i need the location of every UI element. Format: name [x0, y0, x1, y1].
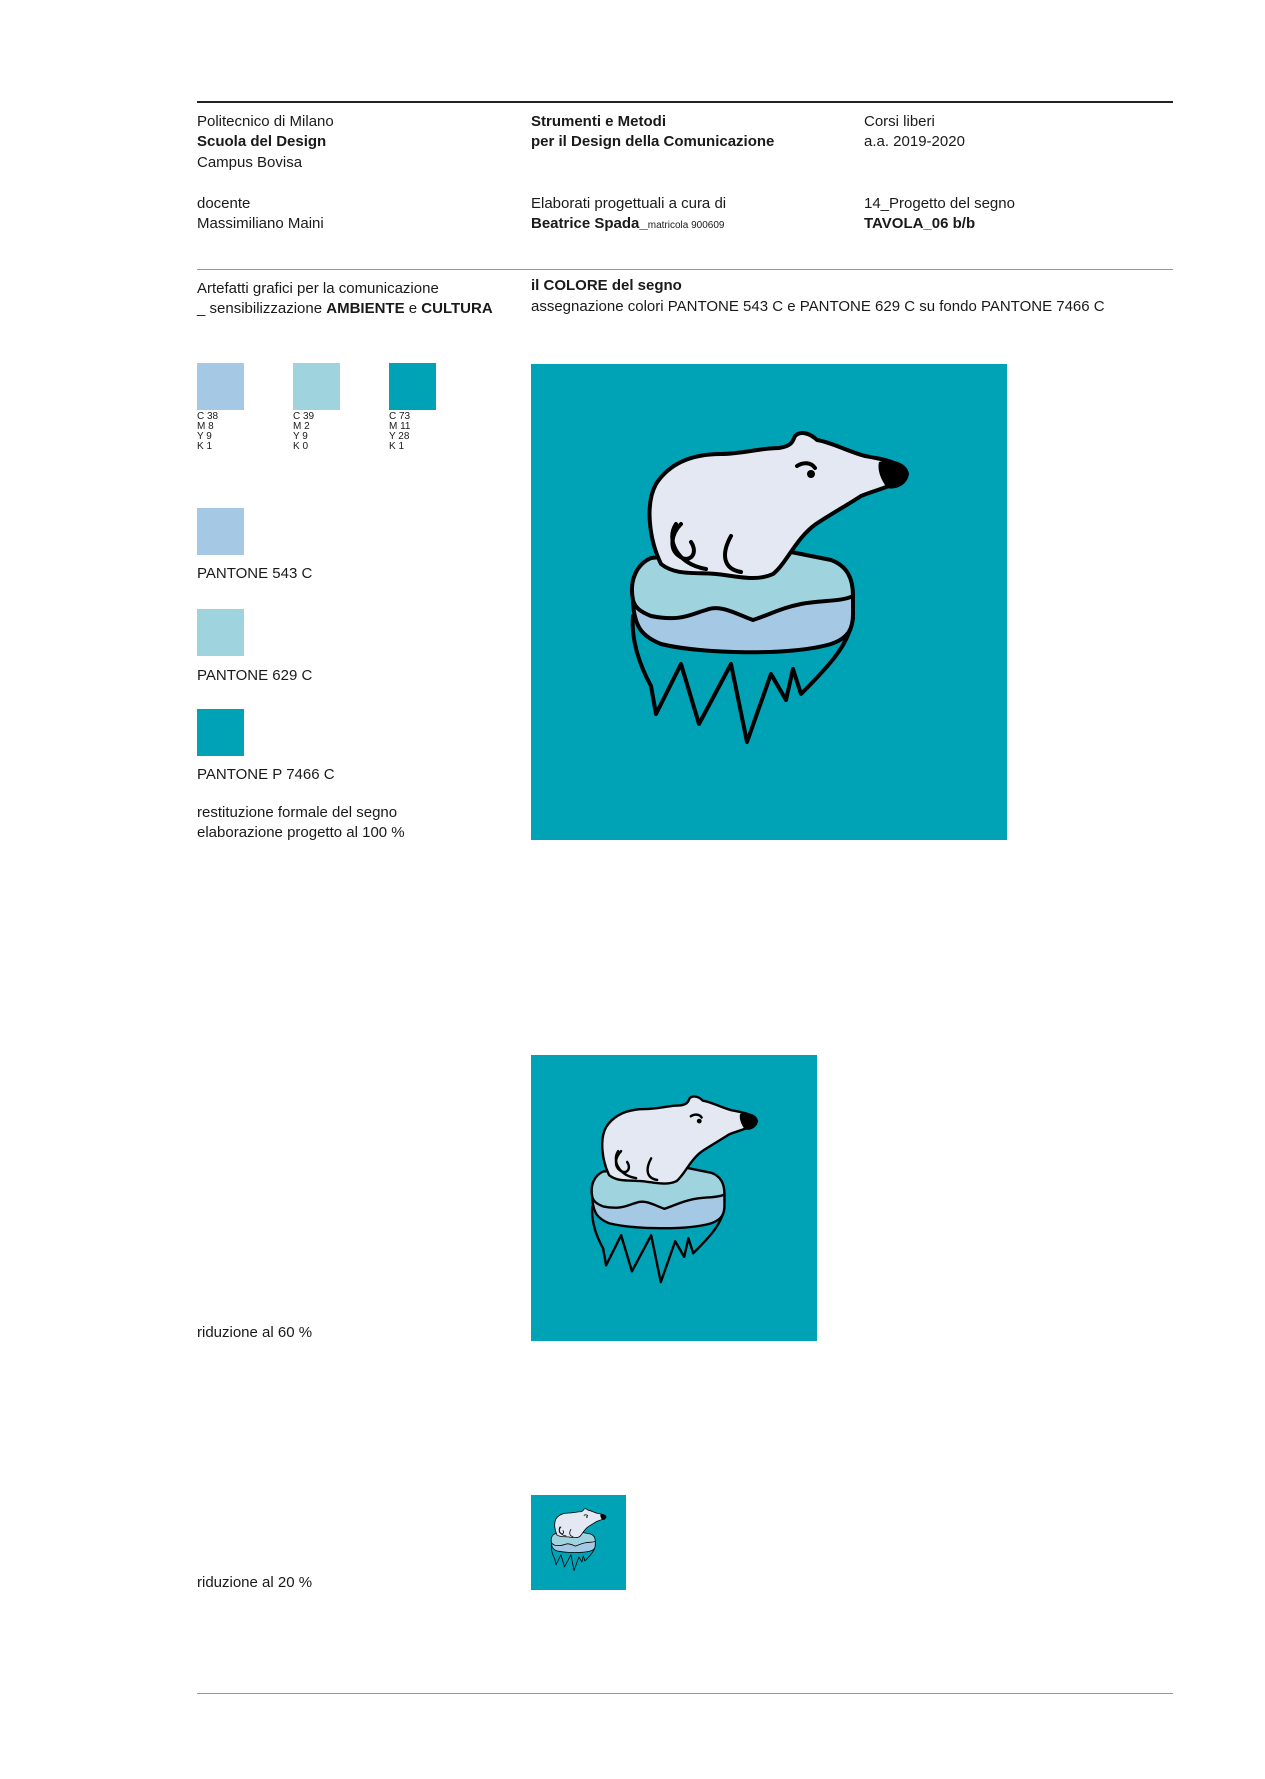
cmyk-swatch-2 [293, 363, 340, 410]
bottom-rule [197, 1693, 1173, 1694]
section-left-ambiente: AMBIENTE [326, 300, 405, 317]
section-right-title: il COLORE del segno [531, 277, 682, 294]
pantone-543-label: PANTONE 543 C [197, 565, 313, 582]
section-left-line1: Artefatti grafici per la comunicazione [197, 280, 439, 297]
header-divider [197, 269, 1173, 270]
pantone-543-swatch [197, 508, 244, 555]
course-type: Corsi liberi [864, 113, 935, 130]
pantone-7466-label: PANTONE P 7466 C [197, 766, 335, 783]
teacher-name: Massimiliano Maini [197, 215, 324, 232]
cmyk-values-1: C 38 M 8 Y 9 K 1 [197, 411, 219, 452]
section-left-line2 [197, 299, 493, 320]
polar-bear-icon [531, 1055, 817, 1341]
author-matricola: matricola 900609 [647, 220, 725, 231]
section-left-text-c: e [404, 300, 422, 317]
section-right-subtitle: assegnazione colori PANTONE 543 C e PANTONE 629 C su fondo PANTONE 7466 C [531, 298, 1105, 315]
pantone-7466-swatch [197, 709, 244, 756]
academic-year: a.a. 2019-2020 [864, 133, 965, 150]
tavola-number: TAVOLA_06 b/b [864, 215, 976, 232]
cmyk-swatch-1 [197, 363, 244, 410]
cmyk-swatch-3 [389, 363, 436, 410]
logo-panel-60 [531, 1055, 817, 1341]
author-line [531, 214, 724, 237]
note-formal-restitution: restituzione formale del segno [197, 804, 398, 821]
institution-name: Politecnico di Milano [197, 113, 334, 130]
note-reduction-20: riduzione al 20 % [197, 1574, 313, 1591]
course-title: Strumenti e Metodi [531, 113, 667, 130]
top-rule [197, 101, 1173, 103]
polar-bear-icon [531, 1495, 626, 1590]
note-reduction-60: riduzione al 60 % [197, 1324, 313, 1341]
section-left-cultura: CULTURA [421, 300, 493, 317]
polar-bear-icon [531, 364, 1007, 840]
logo-panel-20 [531, 1495, 626, 1590]
cmyk-values-3: C 73 M 11 Y 28 K 1 [389, 411, 411, 452]
author-name: Beatrice Spada_ [531, 215, 648, 232]
section-left-text-a: _ sensibilizzazione [197, 300, 327, 317]
course-subtitle: per il Design della Comunicazione [531, 133, 775, 150]
cmyk-values-2: C 39 M 2 Y 9 K 0 [293, 411, 315, 452]
project-label: 14_Progetto del segno [864, 195, 1015, 212]
teacher-label: docente [197, 195, 251, 212]
school-name: Scuola del Design [197, 133, 327, 150]
author-label: Elaborati progettuali a cura di [531, 195, 727, 212]
note-project-100: elaborazione progetto al 100 % [197, 824, 405, 841]
pantone-629-swatch [197, 609, 244, 656]
pantone-629-label: PANTONE 629 C [197, 667, 313, 684]
logo-panel-100 [531, 364, 1007, 840]
campus-name: Campus Bovisa [197, 154, 303, 171]
